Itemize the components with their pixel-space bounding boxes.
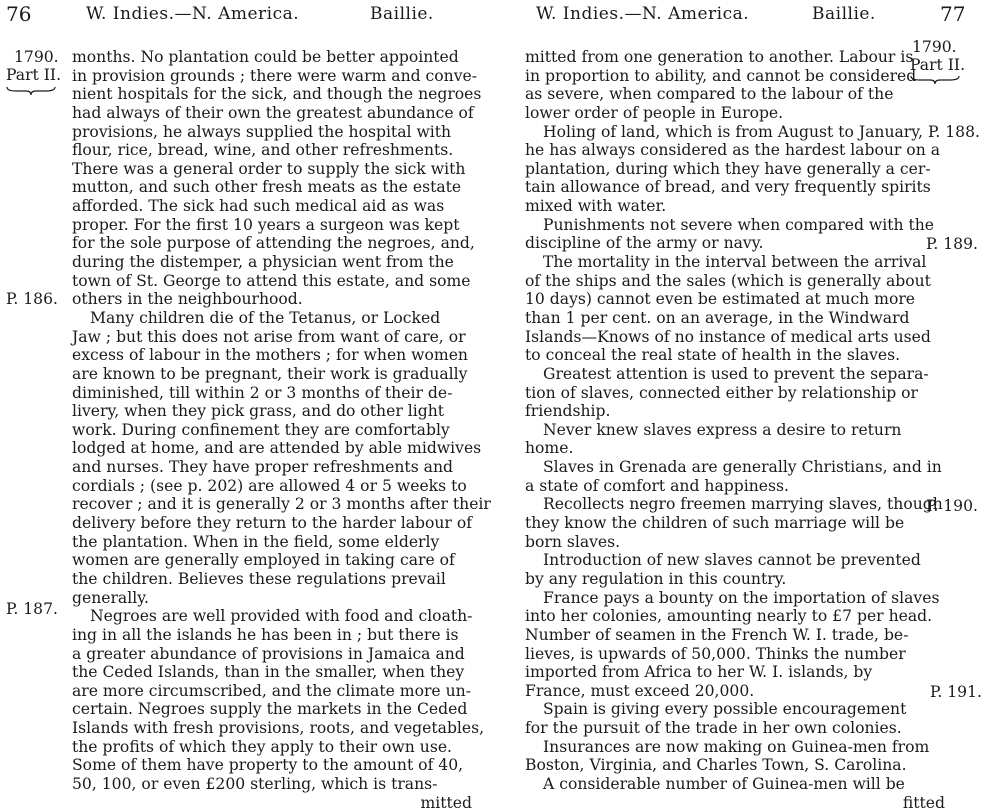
catchword: fitted	[902, 793, 945, 812]
text-line: by any regulation in this country.	[525, 569, 787, 588]
text-line: as severe, when compared to the labour of the	[525, 85, 894, 104]
text-line: lodged at home, and are attended by able midwives	[72, 439, 482, 458]
text-line: diminished, till within 2 or 3 months of their de-	[72, 383, 453, 402]
text-line: France, must exceed 20,000.	[525, 681, 755, 700]
left-text-column	[72, 48, 491, 812]
text-line: Punishments not severe when compared with the	[543, 215, 935, 234]
right-page-number: 77	[940, 2, 966, 26]
text-line: for the sole purpose of attending the negroes, and,	[72, 234, 475, 253]
right-margin-ref-191: P. 191.	[930, 683, 982, 701]
text-line: Islands with fresh provisions, roots, and vegetables,	[72, 719, 485, 738]
text-line: generally.	[72, 588, 149, 607]
text-line: he has always considered as the hardest labour on a	[525, 141, 940, 160]
text-line: in proportion to ability, and cannot be considered	[525, 66, 917, 85]
text-line: others in the neighbourhood.	[72, 290, 303, 309]
text-line: mitted from one generation to another. Labour is	[525, 48, 914, 66]
text-line: Number of seamen in the French W. I. trade, be-	[525, 625, 909, 644]
text-line: into her colonies, amounting nearly to £7 per head.	[525, 607, 933, 626]
right-margin-ref-188: P. 188.	[928, 123, 980, 141]
text-line: delivery before they return to the harder labour of	[72, 514, 472, 533]
text-line: friendship.	[525, 402, 611, 421]
text-line: the Ceded Islands, than in the smaller, when they	[72, 663, 465, 682]
text-line: for the pursuit of the trade in her own colonies.	[525, 719, 902, 738]
text-line: recover ; and it is generally 2 or 3 months after their	[72, 495, 491, 514]
left-margin-ref-186: P. 186.	[6, 290, 58, 308]
text-line: Some of them have property to the amount of 40,	[72, 756, 464, 775]
text-line: A considerable number of Guinea-men will be	[543, 774, 905, 793]
left-margin-part: Part II.	[6, 66, 62, 84]
text-line: Islands—Knows of no instance of medical arts used	[525, 327, 931, 346]
text-line: Recollects negro freemen marrying slaves, though	[543, 495, 943, 514]
text-line: cordials ; (see p. 202) are allowed 4 or 5 weeks to	[72, 476, 467, 495]
text-line: lieves, is upwards of 50,000. Thinks the number	[525, 644, 906, 663]
text-line: 50, 100, or even £200 sterling, which is trans-	[72, 774, 438, 793]
text-line: women are generally employed in taking care of	[72, 551, 455, 570]
left-margin-year: 1790.	[14, 48, 59, 66]
text-line: months. No plantation could be better appointed	[72, 48, 459, 66]
text-line: lower order of people in Europe.	[525, 103, 784, 122]
left-running-header: W. Indies.—N. America.	[86, 4, 300, 24]
right-margin-year: 1790.	[912, 38, 957, 56]
text-line: are more circumscribed, and the climate more un-	[72, 681, 471, 700]
text-line: they know the children of such marriage will be	[525, 514, 905, 533]
right-text-column	[525, 48, 945, 812]
catchword: mitted	[420, 793, 472, 812]
text-line: of the ships and the sales (which is generally about	[525, 271, 931, 290]
text-line: Insurances are now making on Guinea-men from	[543, 737, 930, 756]
text-line: the plantation. When in the field, some elderly	[72, 532, 440, 551]
right-header-author: Baillie.	[812, 4, 876, 24]
text-line: than 1 per cent. on an average, in the Windward	[525, 308, 910, 327]
text-line: work. During confinement they are comfortably	[72, 420, 450, 439]
text-line: during the distemper, a physician went from the	[72, 253, 454, 272]
text-line: Slaves in Grenada are generally Christians, and in	[543, 458, 942, 477]
text-line: Boston, Virginia, and Charles Town, S. Carolina.	[525, 756, 907, 775]
text-line: afforded. The sick had such medical aid as was	[72, 197, 445, 216]
left-header-author: Baillie.	[370, 4, 434, 24]
text-line: a state of comfort and happiness.	[525, 476, 789, 495]
left-brace-icon	[6, 86, 56, 96]
right-page	[500, 0, 1000, 812]
text-line: a greater abundance of provisions in Jamaica and	[72, 644, 465, 663]
right-margin-ref-190: P. 190.	[926, 497, 978, 515]
text-line: and nurses. They have proper refreshments and	[72, 458, 453, 477]
text-line: born slaves.	[525, 532, 621, 551]
text-line: Greatest attention is used to prevent the separa-	[543, 364, 929, 383]
text-line: mutton, and such other fresh meats as the estate	[72, 178, 462, 197]
text-line: Jaw ; but this does not arise from want of care, or	[72, 327, 466, 346]
text-line: home.	[525, 439, 574, 458]
text-line: provisions, he always supplied the hospital with	[72, 122, 452, 141]
text-line: France pays a bounty on the importation of slaves	[543, 588, 940, 607]
text-line: imported from Africa to her W. I. islands, by	[525, 663, 873, 682]
text-line: flour, rice, bread, wine, and other refreshments.	[72, 141, 454, 160]
text-line: to conceal the real state of health in the slaves.	[525, 346, 901, 365]
left-page-number: 76	[6, 2, 32, 26]
text-line: Never knew slaves express a desire to return	[543, 420, 902, 439]
text-line: certain. Negroes supply the markets in the Ceded	[72, 700, 468, 719]
text-line: discipline of the army or navy.	[525, 234, 764, 253]
right-running-header: W. Indies.—N. America.	[536, 4, 750, 24]
text-line: proper. For the first 10 years a surgeon was kept	[72, 215, 460, 234]
text-line: Spain is giving every possible encouragement	[543, 700, 907, 719]
text-line: in provision grounds ; there were warm and conve-	[72, 66, 478, 85]
text-line: the profits of which they apply to their own use.	[72, 737, 453, 756]
text-line: are known to be pregnant, their work is gradually	[72, 364, 468, 383]
text-line: tain allowance of bread, and very frequently spirits	[525, 178, 931, 197]
text-line: nient hospitals for the sick, and though the negroes	[72, 85, 482, 104]
text-line: 10 days) cannot even be estimated at much more	[525, 290, 916, 309]
text-line: plantation, during which they have generally a cer-	[525, 159, 931, 178]
text-line: Holing of land, which is from August to January,	[543, 122, 923, 141]
text-line: mixed with water.	[525, 197, 667, 216]
text-line: town of St. George to attend this estate, and some	[72, 271, 471, 290]
right-margin-ref-189: P. 189.	[926, 235, 978, 253]
text-line: the children. Believes these regulations prevail	[72, 569, 446, 588]
text-line: The mortality in the interval between the arrival	[543, 253, 927, 272]
text-line: Negroes are well provided with food and cloath-	[90, 607, 473, 626]
text-line: livery, when they pick grass, and do other light	[72, 402, 445, 421]
text-line: had always of their own the greatest abundance of	[72, 103, 474, 122]
text-line: Many children die of the Tetanus, or Locked	[90, 308, 441, 327]
text-line: There was a general order to supply the sick with	[72, 159, 466, 178]
right-margin-part: Part II.	[910, 56, 966, 74]
text-line: tion of slaves, connected either by relationship or	[525, 383, 918, 402]
text-line: Introduction of new slaves cannot be prevented	[543, 551, 921, 570]
text-line: ing in all the islands he has been in ; but there is	[72, 625, 459, 644]
text-line: excess of labour in the mothers ; for when women	[72, 346, 468, 365]
left-margin-ref-187: P. 187.	[6, 600, 58, 618]
